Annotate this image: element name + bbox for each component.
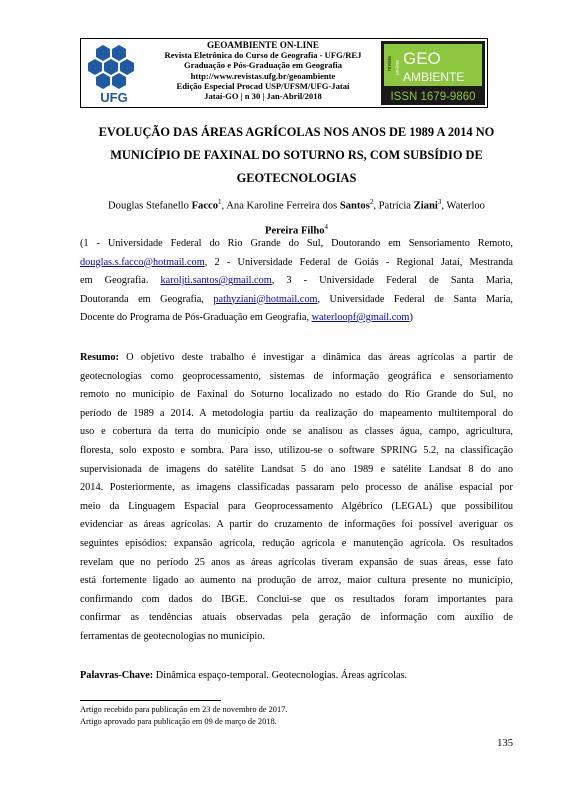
email-link[interactable]: waterloopf@gmail.com [311,312,410,323]
abstract-line: evidenciar as áreas agrícolas. A partir do cruzamento de informações foi possível averiguar os [80,519,513,531]
author-4-surname: Pereira Filho [264,225,325,237]
abstract [80,349,513,647]
keywords-label: Palavras-Chave: [80,670,154,681]
author-list [80,192,513,241]
title-line: GEOTECNOLOGIAS [236,171,357,185]
journal-info [147,40,379,101]
ufg-logo [83,41,145,105]
author-3-surname: Ziani [413,200,438,212]
keywords-text: Dinâmica espaço-temporal. Geotecnologias. Áreas agrícolas. [153,670,408,681]
abstract-line: supervisionada de imagens do satélite Landsat 5 do ano 1989 e satélite Landsat 8 do ano [80,463,513,475]
email-link[interactable]: karoljti.santos@gmail.com [160,275,272,286]
article-title [80,121,513,190]
abstract-line: remoto no município de Faxinal do Soturno localizado no estado do Rio Grande do Sul, no [80,389,513,401]
keywords [80,667,513,685]
journal-name: GEOAMBIENTE ON-LINE [206,40,320,50]
journal-url: http://www.revistas.ufg.br/geoambiente [190,70,336,81]
footnote-approved: Artigo aprovado para publicação em 09 de março de 2018. [80,717,277,726]
author-4-ref: 4 [324,222,329,231]
geo-logo-revista: revista [387,56,393,71]
abstract-line: confirmando com dados do IBGE. Conclui-se que os resultados foram importantes para [80,593,513,605]
author-2-surname: Santos [339,200,370,212]
footnote-received: Artigo recebido para publicação em 23 de novembro de 2017. [80,705,288,714]
abstract-line: meio da Linguagem Espacial para Geoprocessamento Algébrico (LEGAL) que possibilitou [80,500,513,512]
geo-logo-ambiente: AMBIENTE [403,70,465,84]
affiliation-line: Doutoranda em Geografia, pathyziani@hotmail.com, Universidade Federal de Santa Maria, [80,293,513,305]
ufg-logo-text: UFG [100,90,128,105]
abstract-line: seguintes episódios: expansão agrícola, redução agrícola e manutenção agrícola. Os resultados [80,537,513,549]
author-1-ref: 1 [218,198,222,206]
abstract-label: Resumo: [80,352,119,363]
affiliation-line: (1 - Universidade Federal do Rio Grande do Sul, Doutorando em Sensoriamento Remoto, [80,238,513,249]
abstract-line: está fortemente ligado ao aumento na produção de arroz, maior cultura presente no município, [80,575,513,587]
journal-program: Graduação e Pós-Graduação em Geografia [183,60,342,71]
page-number: 135 [497,738,513,749]
author-2-given: , Ana Karoline Ferreira dos [221,200,340,212]
abstract-line: Resumo: O objetivo deste trabalho é investigar a dinâmica das áreas agrícolas a partir de [80,352,513,363]
journal-edition: Edição Especial Procad USP/UFSM/UFG-Jataí [176,80,350,91]
abstract-line: confirmar as tendências atuais observadas pela geração de informação com auxílio de [80,612,513,624]
geo-logo-geo: GEO [403,49,441,68]
affiliation-line: douglas.s.facco@hotmail.com, 2 - Universidade Federal de Goiás - Regional Jataí, Mestranda [80,256,513,268]
author-2-ref: 2 [369,198,374,206]
abstract-line: geotecnologias como geoprocessamento, sistemas de informação geográfica e sensoriamento [80,370,513,382]
author-1-surname: Facco [191,200,219,212]
abstract-line: período de 1989 a 2014. A metodologia partiu da realização do mapeamento multitemporal do [80,407,513,419]
author-3-ref: 3 [437,198,442,206]
title-line: EVOLUÇÃO DAS ÁREAS AGRÍCOLAS NOS ANOS DE 1989 A 2014 NO [98,125,495,139]
geo-logo-online: on-line [395,59,401,75]
geo-logo-issn: ISSN 1679-9860 [390,91,476,103]
email-link[interactable]: pathyziani@hotmail.com [213,293,318,305]
journal-header [80,38,488,108]
abstract-line: 2014. Posteriormente, as imagens classificadas passaram pelo processo de análise espacial por [80,482,513,494]
affiliation-line: Docente do Programa de Pós-Graduação em Geografia, waterloopf@gmail.com) [80,312,413,323]
journal-subtitle: Revista Eletrônica do Curso de Geografia - UFG/REJ [164,50,362,61]
email-link[interactable]: douglas.s.facco@hotmail.com [80,256,205,268]
author-4-given: , Waterloo [441,200,485,212]
affiliation-line: em Geografia. karoljti.santos@gmail.com, 3 - Universidade Federal de Santa Maria, [80,275,514,286]
journal-issue: Jataí-GO | n 30 | Jan-Abril/2018 [204,91,322,102]
abstract-line: floresta, solo exposto e sombra. Para isso, utilizou-se o software SPRING 5.2, na classificação [80,444,513,456]
footnotes [80,704,287,728]
affiliations [80,235,513,328]
author-3-given: , Patrícia [373,200,414,212]
author-1-given: Douglas Stefanello [108,200,192,212]
abstract-line: revelam que no período 25 anos as áreas agrícolas tiveram expansão de suas áreas, esse fato [80,556,513,568]
geoambiente-logo [381,41,485,105]
abstract-line: uso e cobertura da terra do município onde se analisou as classes água, campo, agricultura, [80,426,513,438]
author-line [80,192,513,217]
title-line: MUNICÍPIO DE FAXINAL DO SOTURNO RS, COM SUBSÍDIO DE [110,148,483,162]
footnote-divider [80,700,221,701]
abstract-line: ferramentas de geotecnologias no município. [80,630,265,642]
